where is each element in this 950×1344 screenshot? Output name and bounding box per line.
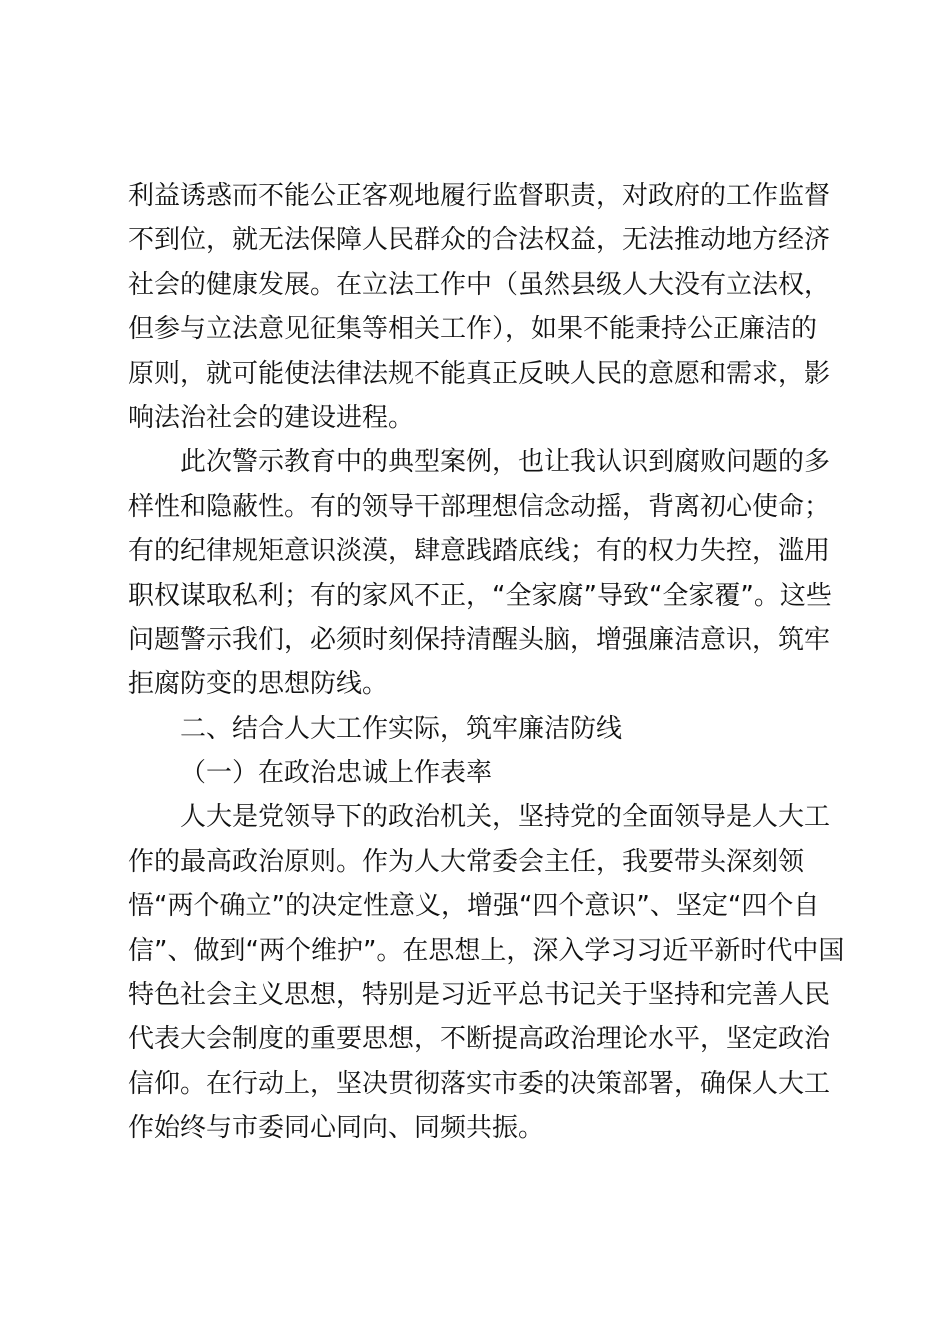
text-line: 利益诱惑而不能公正客观地履行监督职责，对政府的工作监督 bbox=[128, 181, 831, 211]
text-line: 但参与立法意见征集等相关工作），如果不能秉持公正廉洁的 bbox=[128, 314, 818, 345]
text-line: 不到位，就无法保障人民群众的合法权益，无法推动地方经济 bbox=[128, 225, 831, 256]
subsection-heading: （一）在政治忠诚上作表率 bbox=[180, 758, 493, 789]
text-line: 社会的健康发展。在立法工作中（虽然县级人大没有立法权， bbox=[128, 269, 831, 300]
text-line: 信仰。在行动上，坚决贯彻落实市委的决策部署，确保人大工 bbox=[128, 1068, 831, 1099]
text-line: 作的最高政治原则。作为人大常委会主任，我要带头深刻领 bbox=[128, 846, 805, 877]
text-line: 响法治社会的建设进程。 bbox=[128, 402, 415, 433]
paragraph-start-line: 人大是党领导下的政治机关，坚持党的全面领导是人大工 bbox=[180, 802, 831, 833]
text-line: 样性和隐蔽性。有的领导干部理想信念动摇，背离初心使命； bbox=[128, 491, 831, 522]
text-line: 悟“两个确立”的决定性意义，增强“四个意识”、坚定“四个自 bbox=[128, 891, 820, 922]
document-page bbox=[128, 174, 845, 1151]
text-line: 拒腐防变的思想防线。 bbox=[128, 669, 389, 700]
text-line: 信”、做到“两个维护”。在思想上，深入学习习近平新时代中国 bbox=[128, 935, 845, 966]
text-line: 原则，就可能使法律法规不能真正反映人民的意愿和需求，影 bbox=[128, 358, 831, 389]
text-line: 职权谋取私利；有的家风不正，“全家腐”导致“全家覆”。这些 bbox=[128, 580, 832, 611]
text-line: 作始终与市委同心同向、同频共振。 bbox=[128, 1113, 545, 1144]
text-line: 问题警示我们，必须时刻保持清醒头脑，增强廉洁意识，筑牢 bbox=[128, 624, 831, 655]
text-line: 代表大会制度的重要思想，不断提高政治理论水平，坚定政治 bbox=[128, 1024, 831, 1055]
section-heading: 二、结合人大工作实际，筑牢廉洁防线 bbox=[180, 713, 623, 744]
text-line: 有的纪律规矩意识淡漠，肆意践踏底线；有的权力失控，滥用 bbox=[128, 536, 831, 567]
text-line: 特色社会主义思想，特别是习近平总书记关于坚持和完善人民 bbox=[128, 980, 831, 1011]
paragraph-start-line: 此次警示教育中的典型案例，也让我认识到腐败问题的多 bbox=[180, 447, 831, 478]
